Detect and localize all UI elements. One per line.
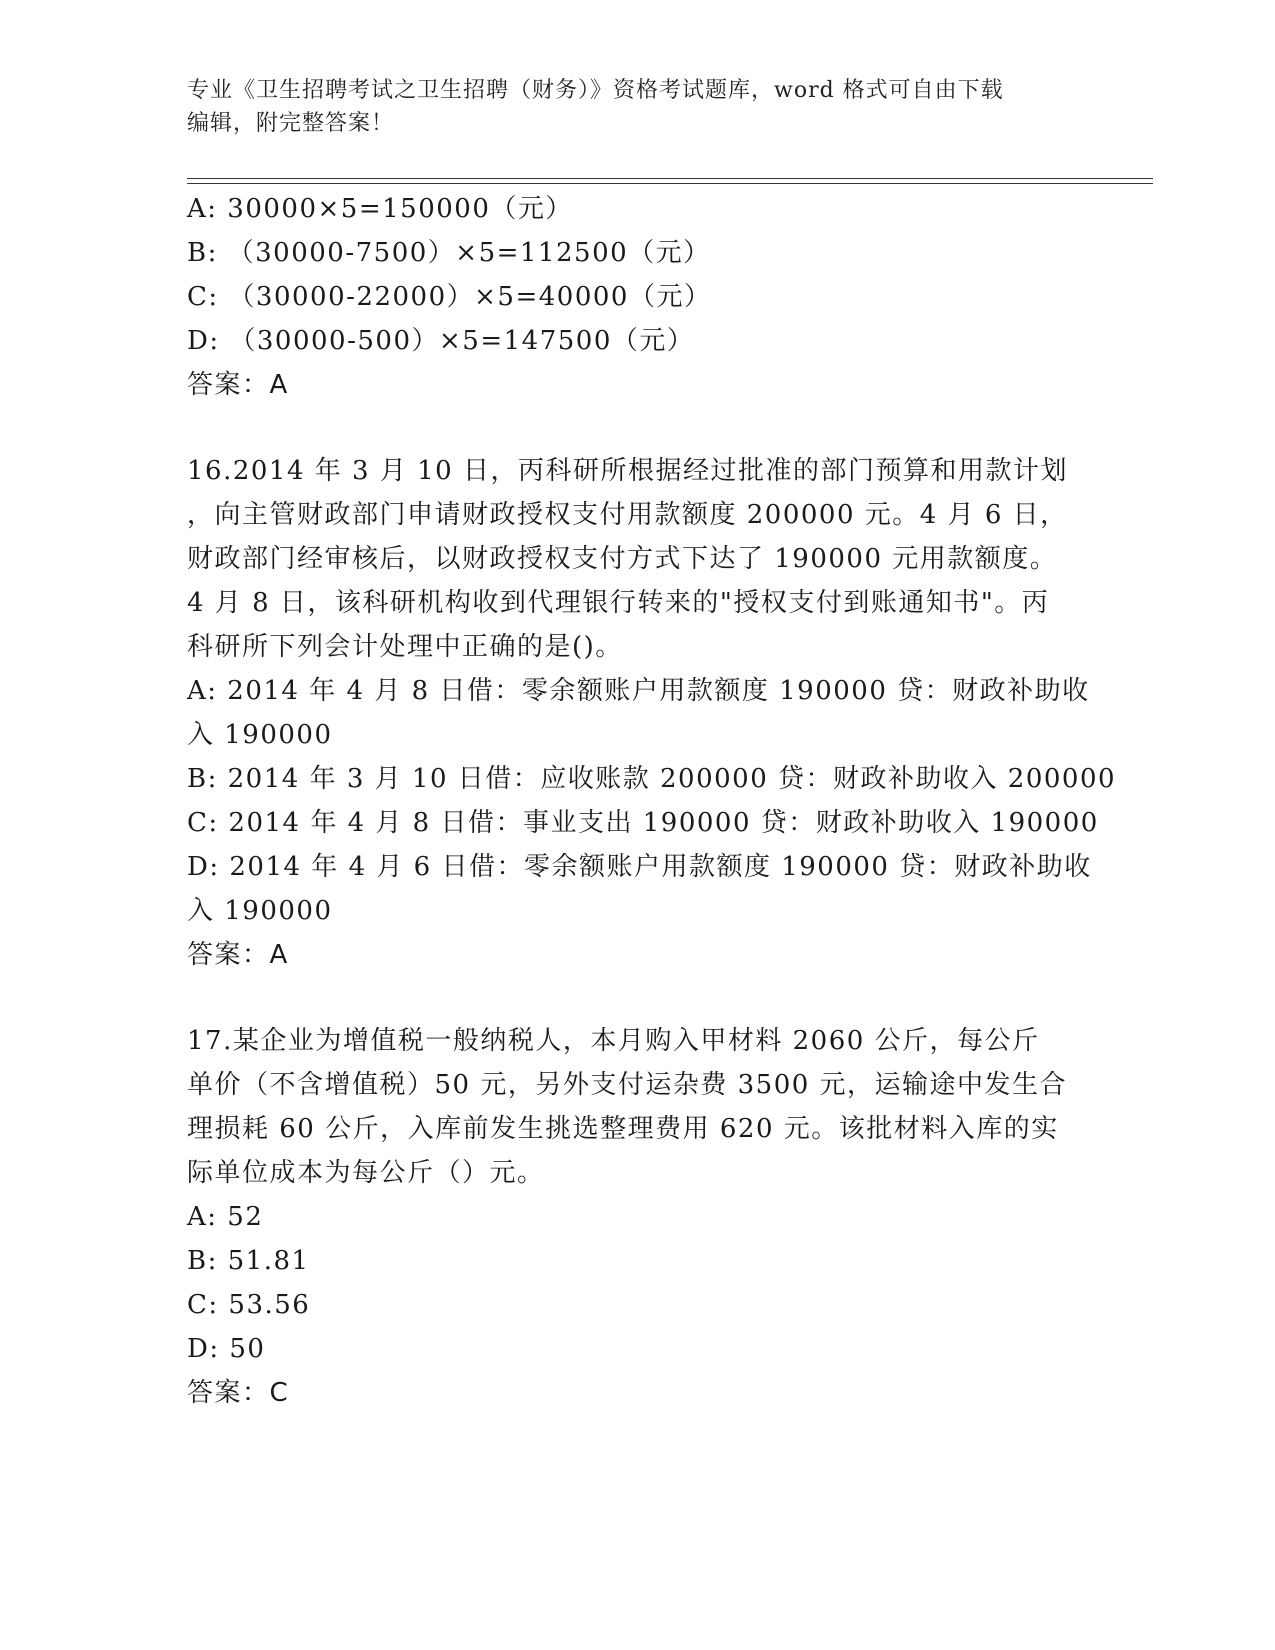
q17-option-d: D: 50 — [187, 1334, 266, 1364]
q16-option-a-cont: 入 190000 — [187, 720, 333, 750]
q15-option-a: A: 30000×5=150000（元） — [187, 194, 573, 224]
q15-option-d: D: （30000-500）×5=147500（元） — [187, 326, 695, 356]
q16-stem-line: ，向主管财政部门申请财政授权支付用款额度 200000 元。4 月 6 日， — [187, 500, 1068, 530]
q17-stem-line: 单价（不含增值税）50 元，另外支付运杂费 3500 元，运输途中发生合 — [187, 1070, 1068, 1100]
q16-option-a: A: 2014 年 4 月 8 日借：零余额账户用款额度 190000 贷：财政补助收 — [187, 676, 1090, 706]
q16-stem-line: 16.2014 年 3 月 10 日，丙科研所根据经过批准的部门预算和用款计划 — [187, 456, 1068, 486]
q16-option-b: B: 2014 年 3 月 10 日借：应收账款 200000 贷：财政补助收入 200000 — [187, 764, 1117, 794]
q15-option-b: B: （30000-7500）×5=112500（元） — [187, 238, 711, 268]
q16-answer: 答案：A — [187, 940, 289, 970]
q15-answer: 答案：A — [187, 370, 289, 400]
q17-option-c: C: 53.56 — [187, 1290, 311, 1320]
q17-stem-line: 际单位成本为每公斤（）元。 — [187, 1158, 545, 1188]
q16-option-d: D: 2014 年 4 月 6 日借：零余额账户用款额度 190000 贷：财政补助收 — [187, 852, 1092, 882]
q16-option-c: C: 2014 年 4 月 8 日借：事业支出 190000 贷：财政补助收入 190000 — [187, 808, 1099, 838]
q17-stem-line: 理损耗 60 公斤，入库前发生挑选整理费用 620 元。该批材料入库的实 — [187, 1114, 1059, 1144]
document-header — [187, 74, 1087, 140]
header-divider-bottom — [187, 183, 1153, 184]
q16-stem-line: 4 月 8 日，该科研机构收到代理银行转来的"授权支付到账通知书"。丙 — [187, 588, 1050, 618]
q16-stem-line: 财政部门经审核后，以财政授权支付方式下达了 190000 元用款额度。 — [187, 544, 1058, 574]
q16-option-d-cont: 入 190000 — [187, 896, 333, 926]
q17-stem-line: 17.某企业为增值税一般纳税人，本月购入甲材料 2060 公斤，每公斤 — [187, 1026, 1040, 1056]
q17-option-b: B: 51.81 — [187, 1246, 310, 1276]
header-line-2: 编辑，附完整答案！ — [187, 111, 395, 136]
header-line-1: 专业《卫生招聘考试之卫生招聘（财务）》资格考试题库，word 格式可自由下载 — [187, 78, 1004, 103]
q15-option-c: C: （30000-22000）×5=40000（元） — [187, 282, 712, 312]
q17-option-a: A: 52 — [187, 1202, 264, 1232]
q16-stem-line: 科研所下列会计处理中正确的是()。 — [187, 632, 623, 662]
q17-answer: 答案：C — [187, 1378, 290, 1408]
header-divider-top — [187, 178, 1153, 179]
